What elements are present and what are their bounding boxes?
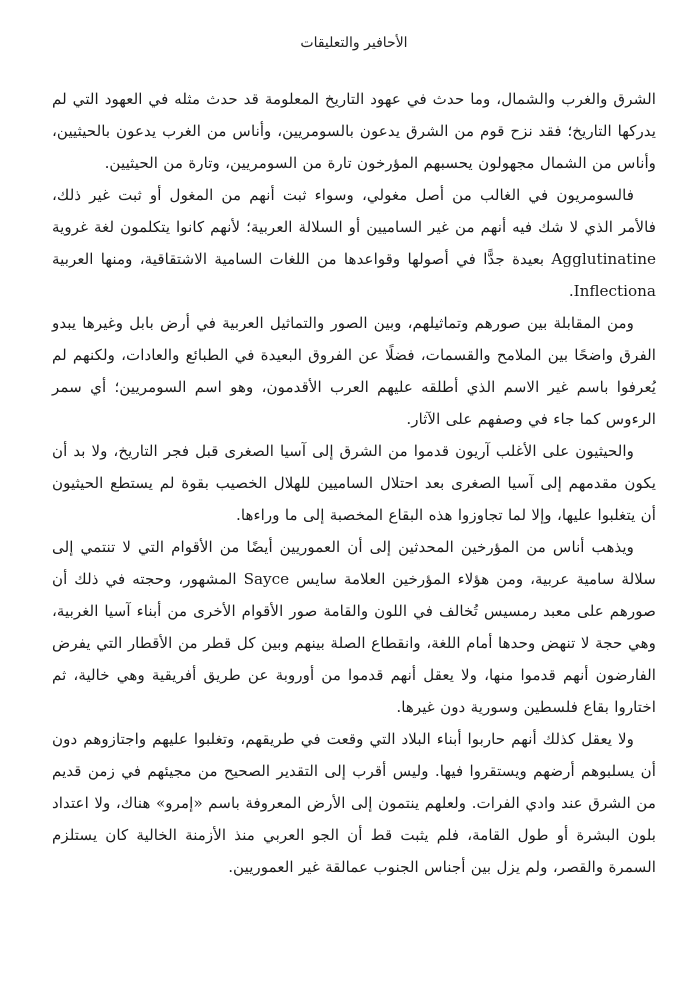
paragraph: ولا يعقل كذلك أنهم حاربوا أبناء البلاد التي وقعت في طريقهم، وتغلبوا عليهم واجتازوهم دون أن يسلبوهم أرضهم ويستقروا فيها. وليس أقرب إلى التقدير الصحيح من مجيئهم في زمن قديم من الشرق عند وادي الفرات. ولعلهم ينتمون إلى الأرض المعروفة باسم «إمرو» هناك، ولا اعتداد بلون البشرة أو طول القامة، فلم يثبت قط أن الجو العربي منذ الأزمنة الخالية كان يستلزم السمرة والقصر، ولم يزل بين أجناس الجنوب عمالقة غير العموريين. <box>52 730 656 876</box>
running-head: الأحافير والتعليقات <box>300 35 408 51</box>
paragraph: والحيثيون على الأغلب آريون قدموا من الشرق إلى آسيا الصغرى قبل فجر التاريخ، ولا بد أن يكون مقدمهم إلى آسيا الصغرى بعد احتلال الساميين للهلال الخصيب بقوة لم يستطع الحيثيون أن يتغلبوا عليها، وإلا لما تجاوزوا هذه البقاع المخصبة إلى ما وراءها. <box>52 442 656 524</box>
paragraph: ويذهب أناس من المؤرخين المحدثين إلى أن العموريين أيضًا من الأقوام التي لا تنتمي إلى سلالة سامية عربية، ومن هؤلاء المؤرخين العلامة سايس Sayce المشهور، وحجته في ذلك أن صورهم على معبد رمسيس تُخالف في اللون والقامة صور الأقوام الأخرى من أبناء آسيا الغربية، وهي حجة لا تنهض وحدها أمام اللغة، وانقطاع الصلة بينهم وبين كل قطر من الأقطار التي يفرض الفارضون أنهم قدموا منها، ولا يعقل أنهم قدموا من أوروبة عن طريق أفريقية وهي خالية، ثم اختاروا بقاع فلسطين وسورية دون غيرها. <box>52 538 656 716</box>
body-text <box>52 83 656 883</box>
paragraph: الشرق والغرب والشمال، وما حدث في عهود التاريخ المعلومة قد حدث مثله في العهود التي لم يدركها التاريخ؛ فقد نزح قوم من الشرق يدعون بالسومريين، وأناس من الغرب يدعون بالحيثيين، وأناس من الشمال مجهولون يحسبهم المؤرخون تارة من السومريين، وتارة من الحيثيين. <box>52 90 656 172</box>
paragraph: ومن المقابلة بين صورهم وتماثيلهم، وبين الصور والتماثيل العربية في أرض بابل وغيرها يبدو الفرق واضحًا بين الملامح والقسمات، فضلًا عن الفروق البعيدة في الطبائع والعادات، ولكنهم لم يُعرفوا باسم غير الاسم الذي أطلقه عليهم العرب الأقدمون، وهو اسم السومريين؛ أي سمر الرءوس كما جاء في وصفهم على الآثار. <box>52 314 656 428</box>
paragraph: فالسومريون في الغالب من أصل مغولي، وسواء ثبت أنهم من المغول أو ثبت غير ذلك، فالأمر الذي لا شك فيه أنهم من غير الساميين أو السلالة العربية؛ لأنهم كانوا يتكلمون لغة غروية Agglutinatine بعيدة جدًّا في أصولها وقواعدها من اللغات السامية الاشتقاقية، ومنها العربية Inflectiona. <box>52 186 656 300</box>
